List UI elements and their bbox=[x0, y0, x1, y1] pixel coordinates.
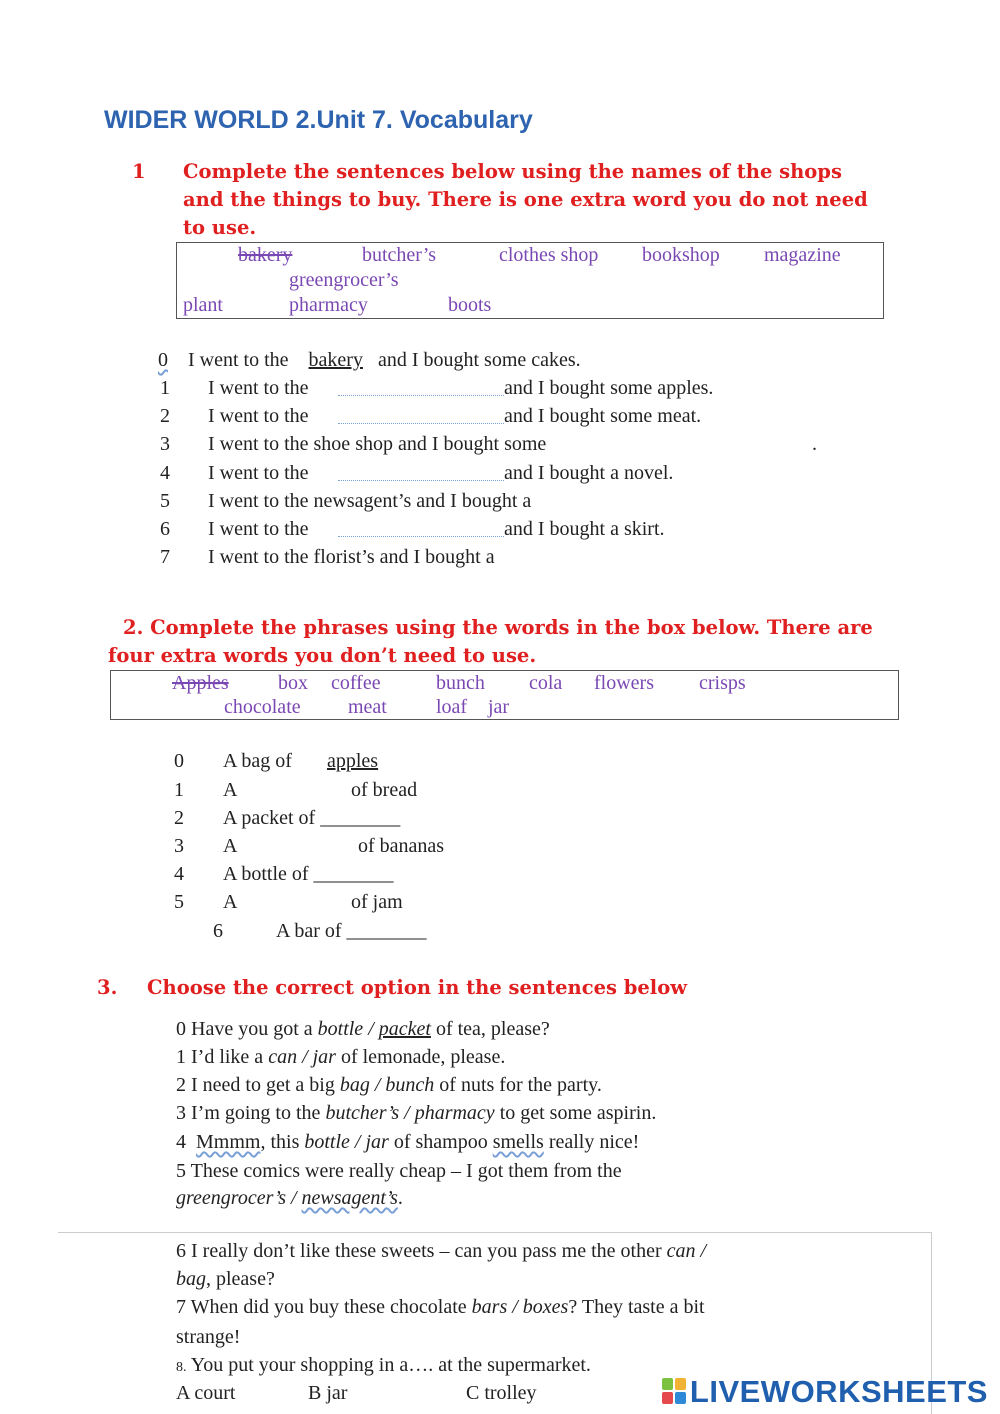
option-greengrocers[interactable]: greengrocer’s / bbox=[176, 1187, 297, 1209]
ex3-sentence-4: 4 Mmmm, this bottle / jar of shampoo smells really nice! bbox=[176, 1131, 640, 1153]
word-chocolate: chocolate bbox=[224, 696, 301, 718]
ex1-item-6: 6 I went to the and I bought a skirt. bbox=[160, 518, 665, 540]
word-bunch: bunch bbox=[436, 672, 485, 694]
ex1-answer-0: bakery bbox=[308, 349, 363, 371]
word-pharmacy: pharmacy bbox=[289, 294, 368, 316]
word-loaf: loaf bbox=[436, 696, 468, 718]
ex1-blank-1[interactable] bbox=[338, 377, 504, 396]
ex1-blank-3[interactable] bbox=[658, 433, 808, 452]
ex3-instruction: Choose the correct option in the sentences below bbox=[147, 976, 687, 999]
option-newsagents[interactable]: newsagent’s bbox=[301, 1187, 398, 1209]
liveworksheets-logo-icon bbox=[662, 1376, 686, 1412]
word-magazine: magazine bbox=[764, 244, 841, 266]
ex3-sentence-2: 2 I need to get a big bag / bunch of nuts for the party. bbox=[176, 1074, 602, 1096]
word-meat: meat bbox=[348, 696, 387, 718]
word-cola: cola bbox=[529, 672, 563, 694]
ex3-sentence-8-options bbox=[176, 1382, 537, 1405]
options-can-jar[interactable]: can / jar bbox=[268, 1046, 336, 1068]
ex3-sentence-7-cont: strange! bbox=[176, 1326, 241, 1348]
ex3-number: 3. bbox=[97, 976, 118, 999]
option-bottle[interactable]: bottle bbox=[317, 1018, 364, 1040]
ex1-instruction-line2: and the things to buy. There is one extra word you do not need bbox=[183, 188, 868, 211]
word-bakery: bakery bbox=[238, 244, 293, 266]
ex2-item-4: 4 A bottle of ________ bbox=[174, 863, 394, 885]
options-butchers-pharmacy[interactable]: butcher’s / pharmacy bbox=[325, 1102, 495, 1124]
section-divider bbox=[58, 1232, 932, 1233]
word-flowers: flowers bbox=[594, 672, 654, 694]
option-bag[interactable]: bag bbox=[176, 1268, 206, 1290]
ex1-item-5: 5 I went to the newsagent’s and I bought a bbox=[160, 490, 532, 512]
ex1-item-1: 1 I went to the and I bought some apples. bbox=[160, 377, 714, 399]
ex1-instruction-line1: Complete the sentences below using the names of the shops bbox=[183, 160, 842, 183]
ex1-blank-4[interactable] bbox=[338, 462, 504, 481]
ex2-item-5: 5 A of jam bbox=[174, 891, 403, 913]
word-coffee: coffee bbox=[331, 672, 381, 694]
word-box: box bbox=[278, 672, 308, 694]
ex3-sentence-6: 6 I really don’t like these sweets – can you pass me the other can / bbox=[176, 1240, 707, 1262]
options-bars-boxes[interactable]: bars / boxes bbox=[471, 1296, 569, 1318]
ex1-instruction-line3: to use. bbox=[183, 216, 257, 239]
word-clothes-shop: clothes shop bbox=[499, 244, 599, 266]
option-can[interactable]: can / bbox=[666, 1240, 707, 1262]
liveworksheets-logo: LIVEWORKSHEETS bbox=[662, 1374, 988, 1412]
ex2-instruction-line2: four extra words you don’t need to use. bbox=[108, 644, 537, 667]
ex2-instruction-line1: 2. Complete the phrases using the words in the box below. There are bbox=[123, 616, 873, 639]
word-plant: plant bbox=[183, 294, 223, 316]
ex1-item-3: 3 I went to the shoe shop and I bought some . bbox=[160, 433, 817, 455]
word-butchers: butcher’s bbox=[362, 244, 437, 266]
option-packet[interactable]: packet bbox=[378, 1018, 431, 1040]
ex1-item-2: 2 I went to the and I bought some meat. bbox=[160, 405, 702, 427]
ex2-item-1: 1 A of bread bbox=[174, 779, 418, 801]
option-a-court[interactable]: A court bbox=[176, 1382, 236, 1404]
option-c-trolley[interactable]: C trolley bbox=[466, 1382, 537, 1404]
ex2-answer-0: apples bbox=[327, 750, 379, 772]
ex3-sentence-8: 8. You put your shopping in a…. at the supermarket. bbox=[176, 1354, 591, 1376]
ex3-sentence-5: 5 These comics were really cheap – I got them from the bbox=[176, 1160, 622, 1182]
word-greengrocers: greengrocer’s bbox=[289, 269, 399, 291]
option-b-jar[interactable]: B jar bbox=[308, 1382, 348, 1404]
ex1-blank-2[interactable] bbox=[338, 405, 504, 424]
options-bottle-jar[interactable]: bottle / jar bbox=[304, 1131, 389, 1153]
page-title: WIDER WORLD 2.Unit 7. Vocabulary bbox=[104, 106, 533, 134]
ex3-sentence-6-cont: bag, please? bbox=[176, 1268, 275, 1290]
ex2-item-3: 3 A of bananas bbox=[174, 835, 445, 857]
ex3-sentence-0: 0 Have you got a bottle / packet of tea, please? bbox=[176, 1018, 550, 1040]
ex2-item-2: 2 A packet of ________ bbox=[174, 807, 401, 829]
word-boots: boots bbox=[448, 294, 492, 316]
ex3-sentence-5-cont: greengrocer’s / newsagent’s. bbox=[176, 1187, 403, 1209]
ex1-item-7: 7 I went to the florist’s and I bought a bbox=[160, 546, 495, 568]
ex1-number: 1 bbox=[132, 160, 146, 183]
word-apples: Apples bbox=[172, 672, 229, 694]
word-jar: jar bbox=[488, 696, 510, 718]
ex1-blank-6[interactable] bbox=[338, 518, 504, 537]
ex3-sentence-3: 3 I’m going to the butcher’s / pharmacy to get some aspirin. bbox=[176, 1102, 657, 1124]
ex3-sentence-1: 1 I’d like a can / jar of lemonade, please. bbox=[176, 1046, 506, 1068]
word-crisps: crisps bbox=[699, 672, 746, 694]
ex2-item-6: 6 A bar of ________ bbox=[213, 920, 427, 942]
ex1-item-0: 0 I went to the bakery and I bought some cakes. bbox=[158, 349, 581, 371]
ex2-item-0: 0 A bag of apples bbox=[174, 750, 379, 772]
word-bookshop: bookshop bbox=[642, 244, 720, 266]
ex1-item-4: 4 I went to the and I bought a novel. bbox=[160, 462, 674, 484]
options-bag-bunch[interactable]: bag / bunch bbox=[339, 1074, 435, 1096]
ex3-sentence-7: 7 When did you buy these chocolate bars / boxes? They taste a bit bbox=[176, 1296, 705, 1318]
